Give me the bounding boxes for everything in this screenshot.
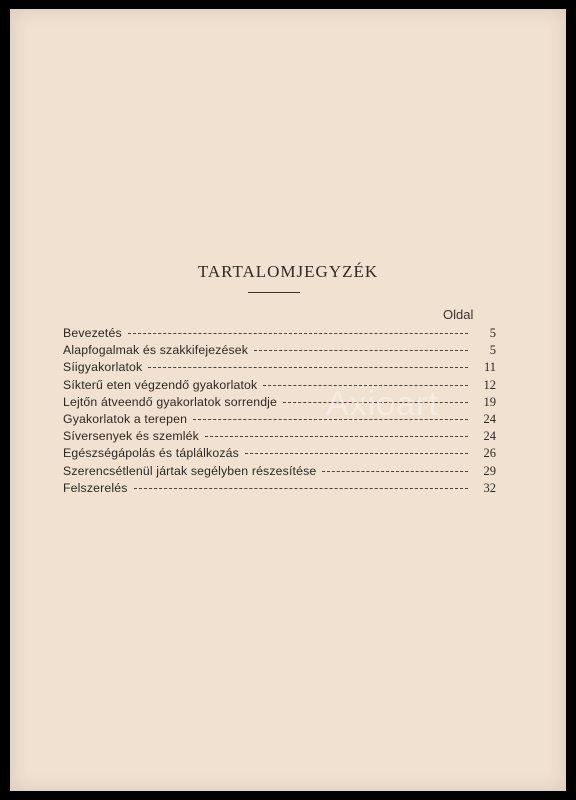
toc-entry-page: 5 bbox=[489, 326, 496, 340]
toc-entry-page: 11 bbox=[483, 360, 496, 375]
toc-entry-title: Bevezetés bbox=[63, 326, 122, 340]
toc-entry-page: 5 bbox=[489, 343, 496, 358]
watermark: Axioart bbox=[326, 385, 439, 423]
toc-row bbox=[63, 343, 496, 360]
table-of-contents bbox=[63, 326, 496, 498]
toc-row bbox=[63, 412, 496, 429]
toc-entry-page: 24 bbox=[483, 429, 496, 444]
toc-row bbox=[63, 326, 496, 343]
book-page bbox=[10, 9, 566, 791]
toc-row bbox=[63, 481, 496, 498]
toc-entry-page: 32 bbox=[483, 480, 496, 495]
toc-row bbox=[63, 378, 496, 395]
toc-entry-title: Síversenyek és szemlék bbox=[63, 429, 199, 444]
toc-row bbox=[63, 360, 496, 377]
dot-leader bbox=[205, 436, 468, 437]
toc-entry-title: Síkterű eten végzendő gyakorlatok bbox=[63, 377, 258, 392]
toc-entry-title: Alapfogalmak és szakkifejezések bbox=[63, 343, 249, 358]
dot-leader bbox=[148, 367, 468, 368]
toc-entry-page: 26 bbox=[483, 446, 496, 461]
toc-entry-page: 24 bbox=[483, 411, 496, 426]
toc-entry-title: Felszerelés bbox=[63, 480, 128, 495]
page-title: TARTALOMJEGYZÉK bbox=[197, 262, 379, 281]
toc-entry-page: 12 bbox=[483, 377, 496, 392]
toc-entry-title: Szerencsétlenül jártak segélyben részesítése bbox=[63, 463, 317, 478]
toc-entry-title: Gyakorlatok a terepen bbox=[63, 411, 188, 426]
toc-entry-title: Lejtőn átveendő gyakorlatok sorrendje bbox=[63, 394, 278, 409]
toc-row bbox=[63, 464, 496, 481]
dot-leader bbox=[322, 471, 468, 472]
toc-row bbox=[63, 446, 496, 463]
toc-row bbox=[63, 429, 496, 446]
toc-entry-title: Síigyakorlatok bbox=[63, 360, 143, 375]
dot-leader bbox=[254, 350, 468, 351]
dot-leader bbox=[263, 385, 468, 386]
dot-leader bbox=[283, 402, 468, 403]
toc-entry-page: 29 bbox=[483, 463, 496, 478]
dot-leader bbox=[128, 333, 468, 334]
toc-entry-page: 19 bbox=[483, 394, 496, 409]
dot-leader bbox=[134, 488, 468, 489]
page-column-header: Oldal bbox=[443, 307, 474, 322]
title-underline bbox=[248, 292, 300, 293]
dot-leader bbox=[193, 419, 468, 420]
toc-row bbox=[63, 395, 496, 412]
dot-leader bbox=[245, 453, 468, 454]
toc-entry-title: Egészségápolás és táplálkozás bbox=[63, 446, 239, 461]
